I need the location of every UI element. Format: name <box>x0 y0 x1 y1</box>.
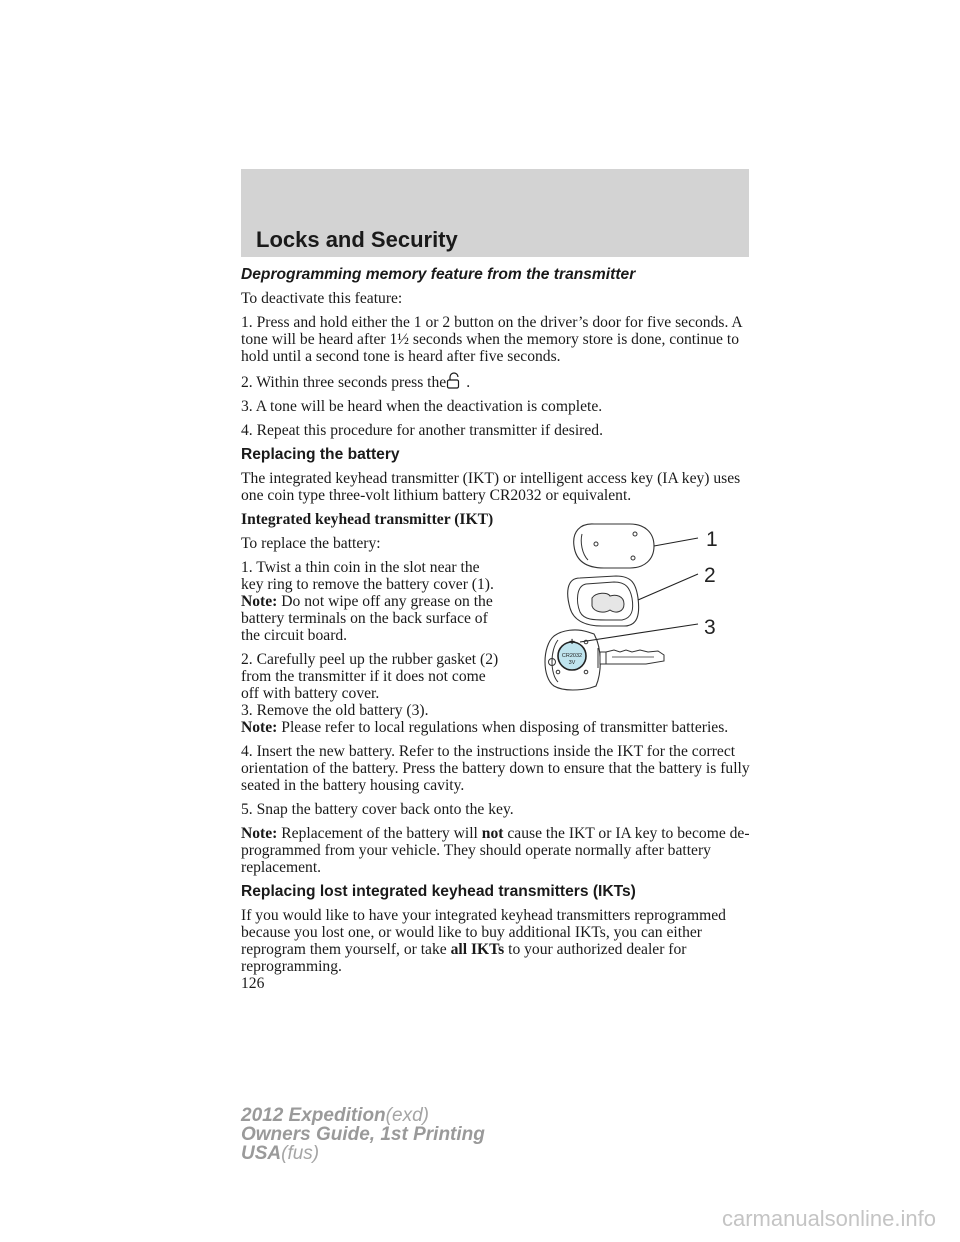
deprogram-step-3: 3. A tone will be heard when the deactivation is complete. <box>241 398 603 415</box>
footer-guide: Owners Guide, 1st Printing <box>241 1124 485 1145</box>
document-footer <box>241 1106 485 1163</box>
lost-ikt-heading: Replacing lost integrated keyhead transmitters (IKTs) <box>241 883 636 900</box>
lost-ikt-emphasis: all IKTs <box>450 941 505 958</box>
note-text-start: Replacement of the battery will <box>281 825 478 842</box>
note-text: Please refer to local regulations when disposing of transmitter batteries. <box>281 719 729 736</box>
section-title: Locks and Security <box>256 227 458 252</box>
footer-line-3 <box>241 1144 485 1163</box>
callout-3: 3 <box>704 616 716 639</box>
battery-step-3: 3. Remove the old battery (3). <box>241 702 429 719</box>
to-replace-text: To replace the battery: <box>241 535 381 552</box>
note-label: Note: <box>241 825 278 842</box>
callout-1: 1 <box>706 528 718 551</box>
section-header-band <box>241 169 749 257</box>
battery-step-4: 4. Insert the new battery. Refer to the instructions inside the IKT for the correct orientation of the battery. Press the battery down to ensure that the battery is fully seated in the battery housing cavity. <box>241 743 750 794</box>
footer-model: 2012 Expedition <box>241 1105 386 1126</box>
lost-ikt-text-start: If you would like to have your integrated keyhead transmitters reprogrammed because you lost one, or would like to buy additional IKTs, you can either reprogram them yourself, or take <box>241 907 726 958</box>
battery-step-1: 1. Twist a thin coin in the slot near the key ring to remove the battery cover (1). <box>241 559 494 593</box>
battery-cover-drawing <box>574 524 654 568</box>
battery-label-line1: CR2032 <box>561 653 583 659</box>
unlock-icon <box>446 372 466 389</box>
battery-plus-label: + <box>569 637 575 648</box>
battery-step-5: 5. Snap the battery cover back onto the key. <box>241 801 514 818</box>
deprogram-step-4: 4. Repeat this procedure for another transmitter if desired. <box>241 422 603 439</box>
battery-step-2: 2. Carefully peel up the rubber gasket (2) from the transmitter if it does not come off with battery cover. <box>241 651 499 702</box>
deprogram-step-2 <box>241 372 753 391</box>
note-text: Do not wipe off any grease on the battery terminals on the back surface of the circuit board. <box>241 593 493 644</box>
battery-label-line2: 3V <box>568 660 576 666</box>
footer-model-code: (exd) <box>385 1105 429 1126</box>
deprogram-heading: Deprogramming memory feature from the transmitter <box>241 266 636 283</box>
deprogram-step-1: 1. Press and hold either the 1 or 2 button on the driver’s door for five seconds. A tone will be heard after 1½ seconds when the memory store is done, continue to hold until a second tone is heard after five seconds. <box>241 314 742 365</box>
footer-market-code: (fus) <box>281 1143 320 1164</box>
callout-2: 2 <box>704 564 716 587</box>
note-text-end: cause the IKT or IA key to become de-programmed from your vehicle. They should operate normally after battery replacement. <box>241 825 750 876</box>
lost-ikt-text-end: to your authorized dealer for reprogramming. <box>241 941 687 975</box>
footer-market: USA <box>241 1143 282 1164</box>
battery-note-3 <box>241 825 753 876</box>
page-number: 126 <box>241 975 265 992</box>
key-battery-illustration <box>536 518 746 693</box>
note-emphasis: not <box>481 825 504 842</box>
rubber-gasket-drawing <box>568 576 639 626</box>
battery-heading: Replacing the battery <box>241 446 400 463</box>
note-label: Note: <box>241 719 278 736</box>
deprogram-intro: To deactivate this feature: <box>241 290 403 307</box>
battery-note-1 <box>241 593 503 644</box>
note-label: Note: <box>241 593 278 610</box>
watermark: carmanualsonline.info <box>721 1206 936 1231</box>
transmitter-drawing <box>545 630 664 690</box>
footer-line-1 <box>241 1106 485 1125</box>
ikt-heading: Integrated keyhead transmitter (IKT) <box>241 511 494 528</box>
deprogram-step-2-end: . <box>466 374 471 391</box>
deprogram-step-2-text: 2. Within three seconds press the <box>241 374 447 391</box>
battery-note-2 <box>241 719 753 736</box>
footer-line-2 <box>241 1125 485 1144</box>
battery-intro: The integrated keyhead transmitter (IKT) or intelligent access key (IA key) uses one coin type three-volt lithium battery CR2032 or equivalent. <box>241 470 741 504</box>
lost-ikt-text <box>241 907 753 975</box>
